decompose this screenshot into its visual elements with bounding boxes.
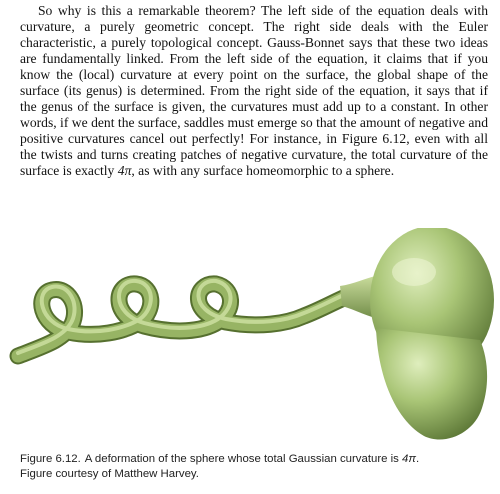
figure-6-12 xyxy=(4,228,496,450)
caption-label: Figure 6.12. xyxy=(20,453,81,465)
caption-text: A deformation of the sphere whose total Gaussian curvature is xyxy=(84,453,403,465)
tube-body xyxy=(18,284,348,356)
paragraph-text-end: , as with any surface homeomorphic to a sphere. xyxy=(131,162,395,178)
bulb-highlight xyxy=(392,258,436,286)
helix-tube xyxy=(18,281,348,356)
paragraph-text-start: So why is this a remarkable theorem? The left side of the equation deals with curvature, a purely geometric concept. The right side deals with the Euler characteristic, a purely topological concept. Gauss-Bonnet says that these two ideas are fundamentally linked. From the left side of the equation, it claims that if you know the (local) curvature at every point on the surface, the global shape of the surface (its genus) is determined. From the right side of the equation, it says that if the genus of the surface is given, the curvatures must add up to a constant. In other words, if we dent the surface, saddles must emerge so that the amount of negative and positive curvatures cancel out perfectly! For instance, in Figure 6.12, even with all the twists and turns creating patches of negative curvature, the total curvature of the surface is exactly xyxy=(20,3,488,178)
body-paragraph xyxy=(20,3,488,178)
paragraph-pi-value: 4π xyxy=(117,162,132,178)
figure-caption xyxy=(20,452,488,482)
caption-end: . xyxy=(415,453,420,465)
caption-credit: Figure courtesy of Matthew Harvey. xyxy=(20,468,199,480)
deformed-sphere-illustration xyxy=(4,228,496,450)
caption-pi-value: 4π xyxy=(402,453,416,465)
bulb-lower-lobe xyxy=(376,328,487,440)
